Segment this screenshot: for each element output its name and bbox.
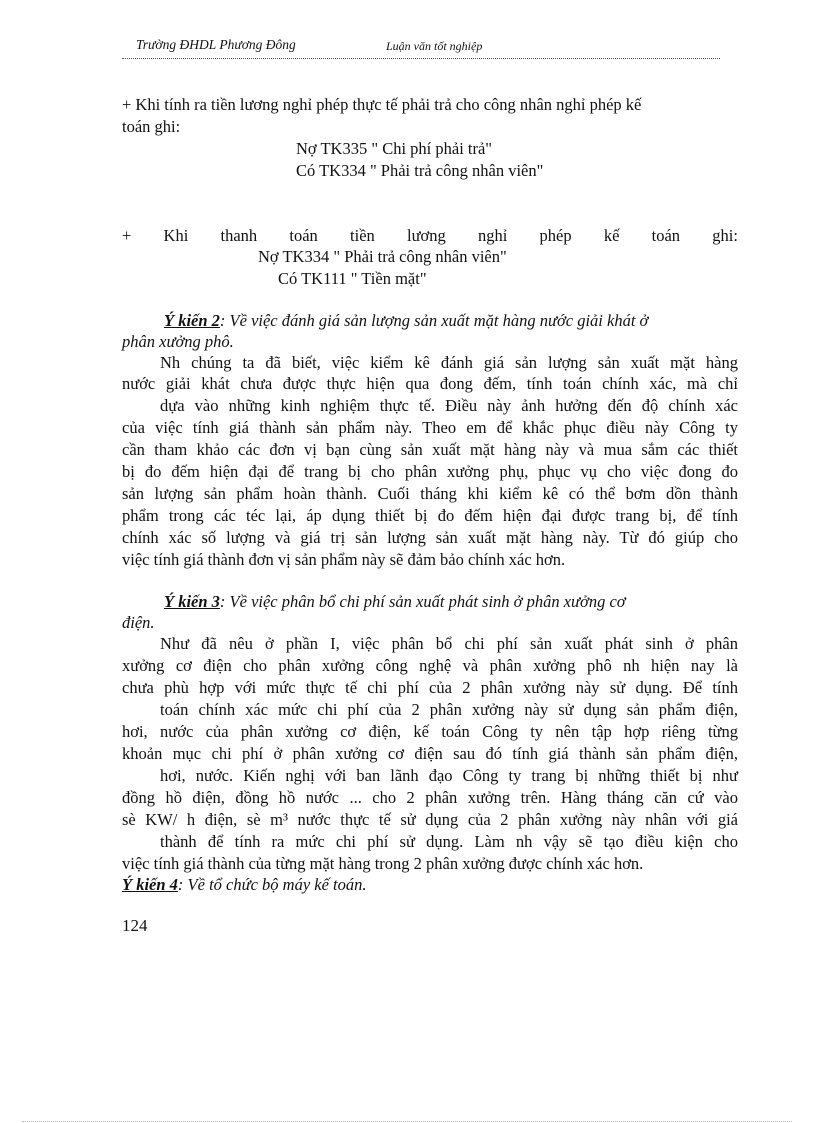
footer-divider [22,1121,792,1122]
header-document-type: Luận văn tốt nghiệp [386,39,483,53]
opinion-2-label: Ý kiến 2 [164,311,220,330]
opinion-2-line: dựa vào những kinh nghiệm thực tế. Điều này ảnh hưởng đến độ chính xác [160,396,738,415]
opinion-2-line: chính xác số lượng và giá trị sản lượng sản xuất mặt hàng này. Từ đó giúp cho [122,528,738,547]
payment-intro-word: nghỉ [477,226,508,245]
opinion-3-line: sè KW/ h điện, sè m³ nước thực tế sử dụng của 2 phân xưởng này nhân với giá [122,810,738,829]
opinion-3-line: toán chính xác mức chi phí của 2 phân xưởng này sử dụng sản phẩm điện, [160,700,738,719]
opinion-3-line: Như đã nêu ở phần I, việc phân bổ chi phí sản xuất phát sinh ở phân [160,634,738,653]
opinion-2-line: của việc tính giá thành sản phẩm này. Theo em để khắc phục điều này Công ty [122,418,738,437]
payment-intro [122,226,738,246]
opinion-2-line: bị đo đếm hiện đại để trang bị cho phân xưởng phụ, phục vụ cho việc đong đo [122,462,738,481]
opinion-2-line: cần tham khảo các đơn vị bạn cùng sản xuất mặt hàng này và mua sắm các thiết [122,440,738,459]
leave-wage-intro-line2: toán ghi: [122,117,181,136]
opinion-2-line: phẩm trong các téc lại, áp dụng thiết bị đo đếm hiện đại được trang bị, để tính [122,506,738,525]
opinion-2-line: nước giải khát chưa được thực hiện qua đong đếm, tính toán chính xác, mà chỉ [122,374,738,393]
opinion-4-label: Ý kiến 4 [122,875,178,894]
opinion-2-line: Nh chúng ta đã biết, việc kiểm kê đánh giá sản lượng sản xuất mặt hàng [160,353,738,372]
opinion-3-heading [164,592,738,612]
opinion-2-line: sản lượng sản phẩm hoàn thành. Cuối tháng khi kiểm kê có thể bơm dồn thành [122,484,738,503]
payment-intro-word: + [122,226,132,245]
payment-intro-word: ghi: [712,226,738,245]
payment-intro-word: thanh [220,226,258,245]
leave-wage-intro-line1: + Khi tính ra tiền lương nghỉ phép thực tế phải trả cho công nhân nghỉ phép kế [122,95,642,114]
opinion-3-line: việc tính giá thành của từng mặt hàng trong 2 phân xưởng được chính xác hơn. [122,854,644,873]
payment-intro-word: tiền [350,226,375,245]
header-school: Trường ĐHDL Phương Đông [136,37,296,52]
opinion-3-line: chưa phù hợp với mức thực tế chi phí của 2 phân xưởng này sử dụng. Để tính [122,678,738,697]
payment-intro-word: kế [603,226,620,245]
payment-intro-word: lương [407,226,446,245]
opinion-3-line: khoản mục chi phí ở phân xưởng cơ điện sau đó tính giá thành sản phẩm điện, [122,744,738,763]
opinion-3-line: đồng hồ điện, đồng hồ nước ... cho 2 phân xưởng trên. Hàng tháng căn cứ vào [122,788,738,807]
page-number: 124 [122,916,148,935]
opinion-2-title-cont: phân xưởng phô. [122,332,234,351]
opinion-4-heading [122,875,738,895]
leave-wage-credit-entry: Có TK334 " Phải trả công nhân viên" [296,161,544,180]
opinion-2-heading [164,311,738,331]
opinion-3-label: Ý kiến 3 [164,592,220,611]
opinion-3-line: hơi, nước của phân xưởng cơ điện, kế toán Công ty nên tập hợp riêng từng [122,722,738,741]
opinion-2-title: : Về việc đánh giá sản lượng sản xuất mặt hàng nước giải khát ở [219,311,649,330]
opinion-2-line: việc tính giá thành đơn vị sản phẩm này sẽ đảm bảo chính xác hơn. [122,550,566,569]
opinion-3-line: thành để tính ra mức chi phí sử dụng. Làm nh vậy sẽ tạo điều kiện cho [160,832,738,851]
payment-credit-entry: Có TK111 " Tiền mặt" [278,269,427,288]
page-header [122,36,720,59]
opinion-3-title-cont: điện. [122,613,155,632]
payment-intro-word: toán [289,226,318,245]
opinion-3-title: : Về việc phân bổ chi phí sản xuất phát sinh ở phân xưởng cơ [219,592,626,611]
leave-wage-debit-entry: Nợ TK335 " Chi phí phải trả" [296,139,493,158]
opinion-4-title: : Về tổ chức bộ máy kế toán. [177,875,367,894]
payment-intro-word: Khi [163,226,189,245]
opinion-3-line: hơi, nước. Kiến nghị với ban lãnh đạo Công ty trang bị những thiết bị như [160,766,738,785]
opinion-3-line: xưởng cơ điện cho phân xưởng công nghệ và phân xưởng phô nh hiện nay là [122,656,738,675]
payment-debit-entry: Nợ TK334 " Phải trả công nhân viên" [258,247,507,266]
payment-intro-word: phép [539,226,572,245]
payment-intro-word: toán [651,226,681,245]
